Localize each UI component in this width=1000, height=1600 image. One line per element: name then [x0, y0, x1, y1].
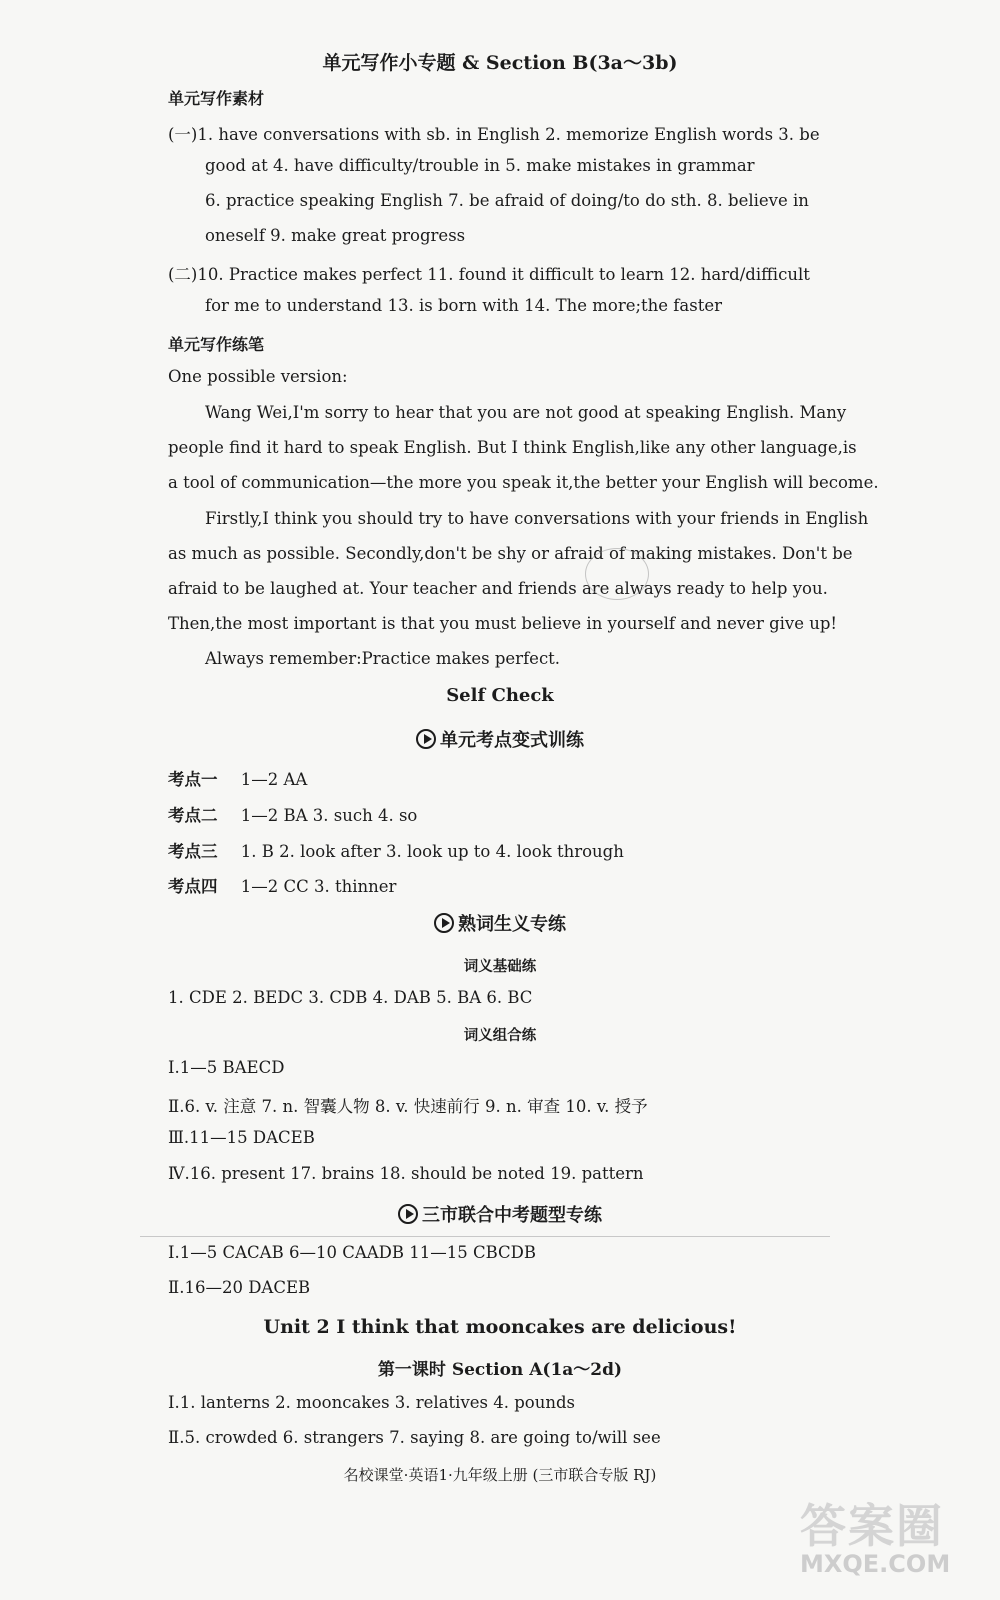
lesson-title: 第一课时 Section A(1a～2d): [377, 1360, 623, 1380]
essay-line: a tool of communication—the more you speak it,the better your English will become.: [168, 473, 879, 492]
kaodian-row: [168, 873, 396, 897]
combined-row: Ⅰ.1—5 BAECD: [168, 1058, 285, 1077]
essay-line: Then,the most important is that you must believe in yourself and never give up!: [168, 614, 838, 633]
material-line: good at 4. have difficulty/trouble in 5. make mistakes in grammar: [205, 156, 755, 175]
essay-line: people find it hard to speak English. But I think English,like any other language,is: [168, 438, 857, 457]
essay-line: Firstly,I think you should try to have conversations with your friends in English: [205, 509, 869, 528]
kaodian-answer: 1—2 AA: [240, 770, 308, 789]
section-heading-3: [0, 1201, 1000, 1228]
kaodian-row: [168, 802, 417, 826]
circle-arrow-icon: [398, 1204, 418, 1224]
essay-line: Wang Wei,I'm sorry to hear that you are not good at speaking English. Many: [205, 403, 847, 422]
writing-practice-heading: 单元写作练笔: [168, 335, 265, 354]
exam-row: Ⅱ.16—20 DACEB: [168, 1278, 311, 1297]
material-line: for me to understand 13. is born with 14. The more;the faster: [205, 296, 722, 315]
unit-title: Unit 2 I think that mooncakes are delicious!: [263, 1316, 737, 1338]
section-heading-text: 三市联合中考题型专练: [422, 1205, 602, 1226]
self-check-title: Self Check: [446, 685, 554, 706]
material-line: oneself 9. make great progress: [205, 226, 466, 245]
kaodian-label: 考点一: [168, 770, 218, 789]
circle-arrow-icon: [416, 729, 436, 749]
combined-row: Ⅳ.16. present 17. brains 18. should be noted 19. pattern: [168, 1164, 644, 1183]
kaodian-answer: 1. B 2. look after 3. look up to 4. look through: [240, 842, 624, 861]
essay-line: afraid to be laughed at. Your teacher and friends are always ready to help you.: [168, 579, 828, 598]
lesson-row: Ⅰ.1. lanterns 2. mooncakes 3. relatives 4. pounds: [168, 1393, 576, 1412]
kaodian-row: [168, 838, 624, 862]
kaodian-label: 考点二: [168, 806, 218, 825]
kaodian-answer: 1—2 BA 3. such 4. so: [240, 806, 418, 825]
essay-line: Always remember:Practice makes perfect.: [205, 649, 561, 668]
essay-intro: One possible version:: [168, 367, 348, 386]
divider: [140, 1236, 830, 1237]
watermark-url: MXQE.COM: [800, 1550, 951, 1578]
watermark-logo: 答案圈: [800, 1499, 944, 1553]
subheading-basic: 词义基础练: [463, 958, 537, 975]
writing-material-heading: 单元写作素材: [168, 89, 265, 108]
subheading-combined: 词义组合练: [463, 1027, 537, 1044]
section-heading-text: 熟词生义专练: [458, 914, 566, 935]
lesson-row: Ⅱ.5. crowded 6. strangers 7. saying 8. are going to/will see: [168, 1428, 661, 1447]
page-footer: 名校课堂·英语1·九年级上册 (三市联合专版 RJ): [343, 1466, 657, 1484]
kaodian-label: 考点四: [168, 877, 218, 896]
kaodian-label: 考点三: [168, 842, 218, 861]
exam-row: Ⅰ.1—5 CACAB 6—10 CAADB 11—15 CBCDB: [168, 1243, 537, 1262]
kaodian-row: [168, 766, 307, 790]
page-title: 单元写作小专题 & Section B(3a～3b): [322, 52, 678, 74]
kaodian-answer: 1—2 CC 3. thinner: [240, 877, 397, 896]
site-watermark: [800, 1490, 990, 1590]
section-heading-text: 单元考点变式训练: [440, 730, 584, 751]
material-line: (一)1. have conversations with sb. in English 2. memorize English words 3. be: [168, 125, 820, 144]
material-line: (二)10. Practice makes perfect 11. found it difficult to learn 12. hard/difficult: [168, 265, 810, 284]
section-heading-1: [0, 726, 1000, 753]
basic-answers: 1. CDE 2. BEDC 3. CDB 4. DAB 5. BA 6. BC: [168, 988, 533, 1007]
faint-stamp-mark: [585, 548, 649, 600]
material-line: 6. practice speaking English 7. be afraid of doing/to do sth. 8. believe in: [205, 191, 809, 210]
combined-row: Ⅲ.11—15 DACEB: [168, 1128, 315, 1147]
essay-line: as much as possible. Secondly,don't be shy or afraid of making mistakes. Don't be: [168, 544, 853, 563]
combined-row: Ⅱ.6. v. 注意 7. n. 智囊人物 8. v. 快速前行 9. n. 审查 10. v. 授予: [168, 1097, 648, 1116]
section-heading-2: [0, 910, 1000, 937]
circle-arrow-icon: [434, 913, 454, 933]
